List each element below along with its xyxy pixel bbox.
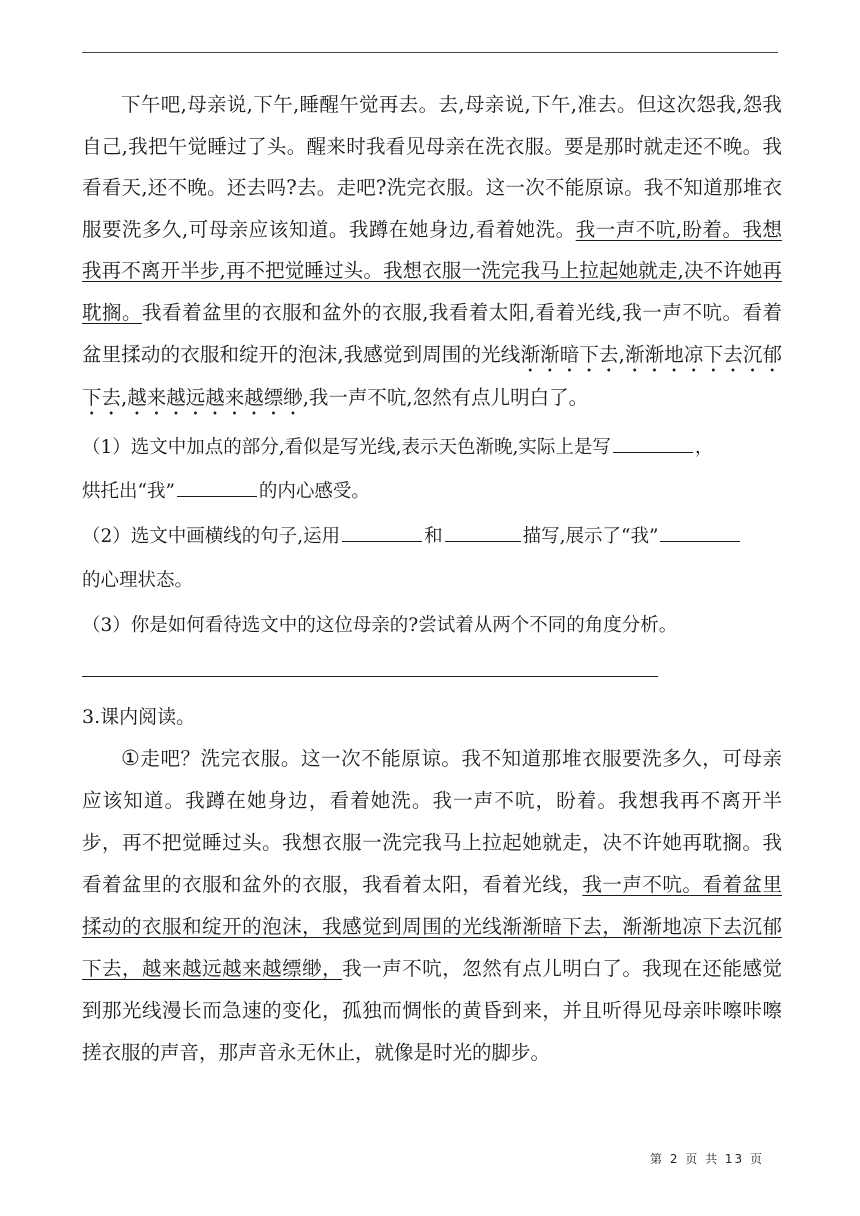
underlined-sentence: 我一声不吭,盼着。我想我再不离开半步,再不把觉睡过头。我想衣服一洗完我马上拉起她就走,决不许她再耽搁。: [82, 217, 782, 324]
question-1: [82, 426, 782, 515]
paragraph-number: ①: [121, 746, 141, 771]
passage-text: ,我一声不吭,忽然有点儿明白了。: [302, 385, 589, 409]
question-text: 和: [424, 525, 443, 547]
answer-blank[interactable]: [613, 433, 693, 453]
question-text: 的内心感受。: [258, 481, 370, 503]
answer-blank[interactable]: [177, 478, 257, 498]
passage-text: 我看着盆里的衣服和盆外的衣服,我看着太阳,看着光线,我一声不吭。看着盆里揉动的衣服和绽开的泡沫,我感觉到周围的光线: [82, 300, 782, 366]
answer-blank[interactable]: [342, 522, 422, 542]
dotted-phrase: 渐渐地凉下去沉郁下去: [82, 342, 782, 409]
answer-blank[interactable]: [660, 522, 740, 542]
question-3: [82, 604, 782, 649]
passage-text: ,: [618, 342, 625, 366]
reading-text: 我一声不吭，忽然有点儿明白了。我现在还能感觉到那光线漫长而急速的变化，孤独而惆怅的黄昏到来，并且听得见母亲咔嚓咔嚓搓衣服的声音，那声音永无休止，就像是时光的脚步。: [82, 957, 782, 1065]
question-text: 的心理状态。: [82, 570, 194, 592]
section-title: 3.课内阅读。: [82, 706, 196, 729]
underlined-sentence: 我一声不吭。看着盆里揉动的衣服和绽开的泡沫，我感觉到周围的光线渐渐暗下去，渐渐地凉下去沉郁下去，越来越远越来越缥缈，: [82, 873, 782, 981]
question-2: [82, 515, 782, 604]
header-rule: [82, 52, 778, 53]
dotted-phrase: 越来越远越来越缥缈: [127, 385, 303, 409]
passage-paragraph: [82, 84, 782, 420]
question-text: （1）选文中加点的部分,看似是写光线,表示天色渐晚,实际上是写: [82, 436, 611, 458]
passage-text: ,: [121, 385, 128, 409]
dotted-phrase: 渐渐暗下去: [520, 342, 619, 366]
question-text: 烘托出“我”: [82, 481, 175, 503]
page-number: 第 2 页 共 13 页: [650, 1152, 764, 1166]
question-text: （2）选文中画横线的句子,运用: [82, 525, 341, 547]
question-text: 描写,展示了“我”: [522, 525, 659, 547]
question-text: （3）你是如何看待选文中的这位母亲的?尝试着从两个不同的角度分析。: [82, 614, 678, 636]
question-text: ，: [694, 436, 714, 458]
answer-blank[interactable]: [445, 522, 521, 542]
reading-paragraph: [82, 737, 782, 1074]
answer-line[interactable]: [82, 676, 658, 677]
reading-text: 走吧？洗完衣服。这一次不能原谅。我不知道那堆衣服要洗多久，可母亲应该知道。我蹲在她身边，看着她洗。我一声不吭，盼着。我想我再不离开半步，再不把觉睡过头。我想衣服一洗完我马上拉起她就走，决不许她再耽搁。我看着盆里的衣服和盆外的衣服，我看着太阳，看着光线，: [82, 747, 782, 897]
page-content: [82, 84, 782, 1074]
passage-text: 下午吧,母亲说,下午,睡醒午觉再去。去,母亲说,下午,准去。但这次怨我,怨我自己,我把午觉睡过了头。醒来时我看见母亲在洗衣服。要是那时就走还不晚。我看看天,还不晚。还去吗?去。走吧?洗完衣服。这一次不能原谅。我不知道那堆衣服要洗多久,可母亲应该知道。我蹲在她身边,看着她洗。: [82, 93, 782, 241]
